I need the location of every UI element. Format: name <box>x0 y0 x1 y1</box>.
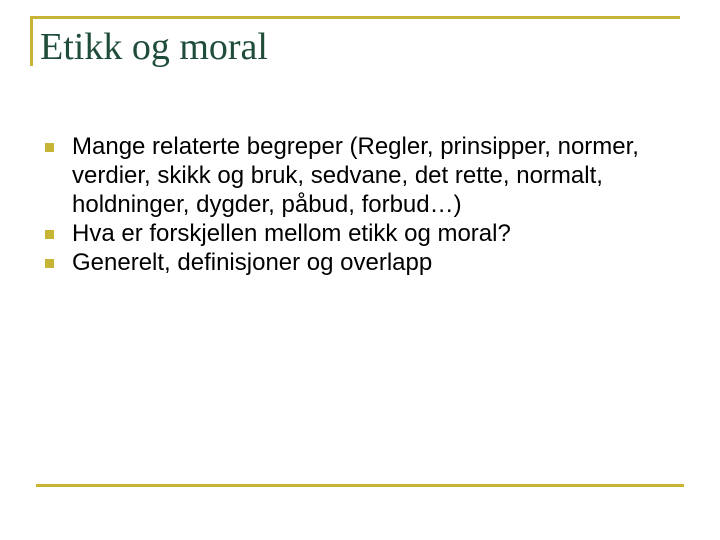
bullet-list <box>40 132 680 277</box>
bullet-item <box>40 132 680 219</box>
bullet-text: Generelt, definisjoner og overlapp <box>72 249 433 276</box>
square-bullet-icon <box>45 259 54 268</box>
title-frame-top-rule <box>30 16 680 19</box>
bullet-item <box>40 248 680 277</box>
square-bullet-icon <box>45 143 54 152</box>
bullet-item <box>40 219 680 248</box>
title-frame-left-rule <box>30 16 33 66</box>
slide-title: Etikk og moral <box>40 26 268 68</box>
bullet-text: Hva er forskjellen mellom etikk og moral? <box>72 220 511 247</box>
square-bullet-icon <box>45 230 54 239</box>
bullet-text: Mange relaterte begreper (Regler, prinsipper, normer, verdier, skikk og bruk, sedvane, det rette, normalt, holdninger, dygder, påbud, forbud…) <box>72 133 639 218</box>
footer-rule <box>36 484 684 487</box>
